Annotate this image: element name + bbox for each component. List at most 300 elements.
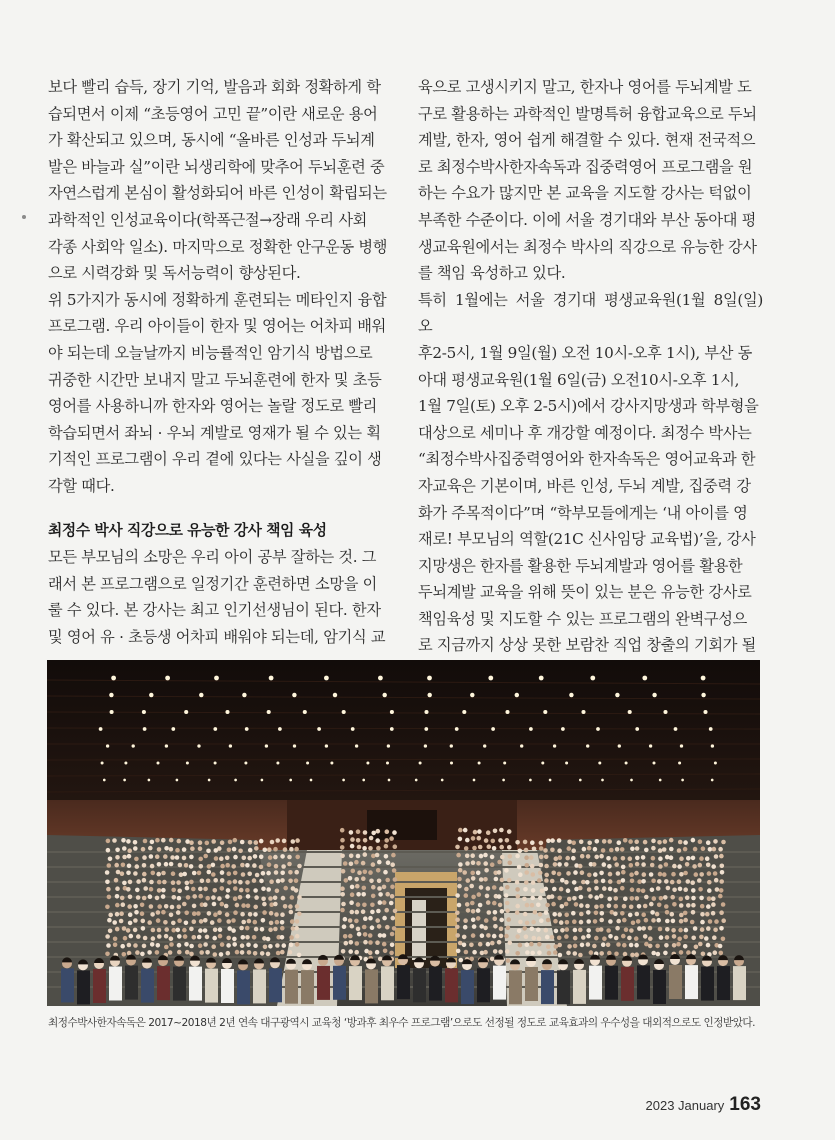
audience-member bbox=[220, 942, 225, 947]
audience-member bbox=[694, 945, 699, 950]
audience-member bbox=[198, 928, 203, 933]
audience-member bbox=[349, 940, 354, 945]
audience-member bbox=[479, 854, 484, 859]
audience-member bbox=[371, 854, 376, 859]
audience-member bbox=[162, 880, 167, 885]
audience-member bbox=[718, 944, 723, 949]
audience-member bbox=[540, 889, 545, 894]
audience-member bbox=[171, 888, 176, 893]
audience-member bbox=[641, 889, 646, 894]
audience-member bbox=[464, 887, 469, 892]
audience-member bbox=[677, 937, 682, 942]
audience-member bbox=[458, 837, 463, 842]
ceiling-light bbox=[663, 710, 667, 714]
audience-member bbox=[500, 909, 505, 914]
front-row-person bbox=[589, 966, 602, 1000]
audience-member bbox=[579, 895, 584, 900]
audience-member bbox=[232, 847, 237, 852]
audience-member bbox=[189, 927, 194, 932]
text-line: 자연스럽게 본심이 활성화되어 바른 인성이 확립되는 bbox=[48, 184, 387, 203]
ceiling-light bbox=[596, 727, 600, 731]
audience-member bbox=[231, 918, 236, 923]
ceiling-light bbox=[143, 727, 147, 731]
audience-member bbox=[241, 903, 246, 908]
ceiling-light bbox=[325, 744, 328, 747]
audience-member bbox=[192, 894, 197, 899]
audience-member bbox=[143, 839, 148, 844]
audience-member bbox=[344, 941, 349, 946]
audience-member bbox=[274, 864, 279, 869]
audience-member bbox=[707, 871, 712, 876]
audience-member bbox=[253, 920, 258, 925]
front-row-person bbox=[77, 970, 90, 1004]
ceiling-light bbox=[581, 710, 585, 714]
text-line: 래서 본 프로그램으로 일정기간 훈련하면 소망을 이 bbox=[48, 574, 377, 593]
audience-member bbox=[566, 951, 571, 956]
audience-member bbox=[714, 878, 719, 883]
audience-member bbox=[376, 909, 381, 914]
audience-member bbox=[564, 913, 569, 918]
front-row-person bbox=[365, 969, 378, 1003]
audience-member bbox=[371, 831, 376, 836]
audience-member bbox=[455, 933, 460, 938]
audience-member bbox=[107, 918, 112, 923]
audience-member bbox=[607, 903, 612, 908]
audience-member bbox=[134, 910, 139, 915]
audience-member bbox=[283, 847, 288, 852]
text-line: 각종 사회악 일소). 마지막으로 정확한 안구운동 병행 bbox=[48, 237, 388, 256]
text-line: 각할 때다. bbox=[48, 476, 115, 495]
audience-member bbox=[701, 846, 706, 851]
audience-member bbox=[523, 840, 528, 845]
audience-member bbox=[594, 895, 599, 900]
audience-member bbox=[672, 902, 677, 907]
audience-member bbox=[714, 854, 719, 859]
audience-member bbox=[719, 854, 724, 859]
audience-member bbox=[690, 920, 695, 925]
audience-member bbox=[614, 936, 619, 941]
audience-member bbox=[594, 855, 599, 860]
audience-member bbox=[550, 894, 555, 899]
audience-member bbox=[245, 935, 250, 940]
audience-member bbox=[455, 911, 460, 916]
audience-member bbox=[176, 910, 181, 915]
audience-member bbox=[280, 920, 285, 925]
auditorium-photo-illustration bbox=[47, 660, 760, 1006]
audience-member bbox=[161, 894, 166, 899]
audience-member bbox=[368, 933, 373, 938]
audience-member bbox=[458, 868, 463, 873]
audience-member bbox=[587, 873, 592, 878]
audience-member bbox=[614, 952, 619, 957]
audience-member bbox=[126, 887, 131, 892]
audience-member bbox=[289, 847, 294, 852]
audience-member bbox=[699, 872, 704, 877]
audience-member bbox=[252, 935, 257, 940]
ceiling-light bbox=[225, 710, 229, 714]
audience-member bbox=[295, 855, 300, 860]
audience-member bbox=[382, 933, 387, 938]
text-line: 룰 수 있다. 본 강사는 최고 인기선생님이 된다. 한자 bbox=[48, 601, 381, 620]
audience-member bbox=[261, 887, 266, 892]
audience-member bbox=[712, 847, 717, 852]
audience-member bbox=[127, 904, 132, 909]
audience-member bbox=[171, 928, 176, 933]
audience-member bbox=[648, 944, 653, 949]
audience-member bbox=[606, 943, 611, 948]
audience-member bbox=[706, 863, 711, 868]
audience-member bbox=[544, 887, 549, 892]
ceiling-light bbox=[101, 762, 104, 765]
audience-member bbox=[266, 871, 271, 876]
ceiling-light bbox=[110, 710, 114, 714]
audience-member bbox=[711, 896, 716, 901]
audience-member bbox=[594, 886, 599, 891]
audience-member bbox=[492, 846, 497, 851]
audience-member bbox=[113, 937, 118, 942]
audience-member bbox=[544, 864, 549, 869]
audience-member bbox=[463, 925, 468, 930]
ceiling-light bbox=[505, 710, 509, 714]
audience-member bbox=[378, 900, 383, 905]
audience-member bbox=[177, 950, 182, 955]
ceiling-light bbox=[388, 779, 391, 782]
audience-member bbox=[184, 911, 189, 916]
audience-member bbox=[636, 888, 641, 893]
audience-member bbox=[115, 855, 120, 860]
audience-member bbox=[497, 860, 502, 865]
text-line: 야 되는데 오늘날까지 비능률적인 암기식 방법으로 bbox=[48, 343, 373, 362]
audience-member bbox=[275, 943, 280, 948]
audience-member bbox=[175, 848, 180, 853]
front-row-person bbox=[141, 969, 154, 1003]
audience-member bbox=[677, 879, 682, 884]
audience-member bbox=[601, 879, 606, 884]
audience-member bbox=[471, 895, 476, 900]
audience-member bbox=[683, 847, 688, 852]
audience-member bbox=[199, 864, 204, 869]
audience-member bbox=[552, 912, 557, 917]
audience-member bbox=[635, 846, 640, 851]
ceiling-light bbox=[106, 744, 109, 747]
text-line: 가 확산되고 있으며, 동시에 “올바른 인성과 두뇌계 bbox=[48, 131, 375, 150]
audience-member bbox=[486, 942, 491, 947]
audience-member bbox=[270, 840, 275, 845]
audience-member bbox=[546, 918, 551, 923]
audience-member bbox=[227, 871, 232, 876]
audience-member bbox=[275, 838, 280, 843]
audience-member bbox=[507, 829, 512, 834]
audience-member bbox=[595, 839, 600, 844]
ceiling-light bbox=[157, 762, 160, 765]
ceiling-light bbox=[424, 710, 428, 714]
ceiling-light bbox=[351, 727, 355, 731]
front-row-person bbox=[381, 966, 394, 1000]
audience-member bbox=[247, 856, 252, 861]
audience-member bbox=[573, 936, 578, 941]
audience-member bbox=[606, 856, 611, 861]
audience-member bbox=[630, 896, 635, 901]
audience-member bbox=[670, 912, 675, 917]
audience-member bbox=[524, 870, 529, 875]
audience-member bbox=[515, 904, 520, 909]
ceiling-light bbox=[488, 676, 493, 681]
audience-member bbox=[368, 940, 373, 945]
ceiling-light bbox=[165, 676, 170, 681]
audience-member bbox=[463, 828, 468, 833]
audience-member bbox=[393, 844, 398, 849]
audience-member bbox=[192, 871, 197, 876]
audience-member bbox=[525, 950, 530, 955]
audience-member bbox=[245, 880, 250, 885]
audience-member bbox=[470, 901, 475, 906]
ceiling-light bbox=[529, 779, 532, 782]
text-line: 후2-5시, 1월 9일(월) 오전 10시-오후 1시), 부산 동 bbox=[418, 343, 753, 362]
audience-member bbox=[525, 921, 530, 926]
audience-member bbox=[464, 893, 469, 898]
audience-member bbox=[150, 864, 155, 869]
audience-member bbox=[199, 950, 204, 955]
audience-member bbox=[706, 904, 711, 909]
audience-member bbox=[289, 943, 294, 948]
ceiling-light bbox=[569, 693, 573, 697]
audience-member bbox=[262, 902, 267, 907]
audience-member bbox=[289, 935, 294, 940]
audience-member bbox=[156, 910, 161, 915]
audience-member bbox=[656, 952, 661, 957]
audience-member bbox=[177, 839, 182, 844]
audience-member bbox=[679, 950, 684, 955]
audience-member bbox=[522, 897, 527, 902]
ceiling-light bbox=[586, 744, 589, 747]
audience-member bbox=[156, 943, 161, 948]
audience-member bbox=[635, 912, 640, 917]
audience-member bbox=[384, 908, 389, 913]
audience-member bbox=[539, 863, 544, 868]
audience-member bbox=[369, 836, 374, 841]
audience-member bbox=[571, 841, 576, 846]
audience-member bbox=[217, 918, 222, 923]
audience-member bbox=[192, 919, 197, 924]
audience-member bbox=[651, 846, 656, 851]
audience-member bbox=[498, 950, 503, 955]
audience-member bbox=[112, 920, 117, 925]
audience-member bbox=[122, 881, 127, 886]
audience-member bbox=[354, 950, 359, 955]
audience-member bbox=[392, 830, 397, 835]
text-line: 1월 7일(토) 오후 2-5시)에서 강사지망생과 학부형을 bbox=[418, 397, 759, 416]
audience-member bbox=[599, 854, 604, 859]
audience-member bbox=[340, 845, 345, 850]
text-line: 위 5가지가 동시에 정확하게 훈련되는 메타인지 융합 bbox=[48, 290, 387, 309]
audience-member bbox=[620, 886, 625, 891]
audience-member bbox=[531, 880, 536, 885]
audience-member bbox=[203, 928, 208, 933]
audience-member bbox=[711, 864, 716, 869]
audience-member bbox=[393, 877, 398, 882]
audience-member bbox=[608, 919, 613, 924]
audience-member bbox=[483, 926, 488, 931]
text-line: 프로그램. 우리 아이들이 한자 및 영어는 어차피 배워 bbox=[48, 317, 387, 336]
audience-member bbox=[192, 911, 197, 916]
audience-member bbox=[267, 847, 272, 852]
audience-member bbox=[620, 847, 625, 852]
audience-member bbox=[657, 903, 662, 908]
ceiling-light bbox=[333, 693, 337, 697]
audience-member bbox=[350, 844, 355, 849]
audience-member bbox=[487, 844, 492, 849]
audience-member bbox=[378, 957, 383, 962]
audience-member bbox=[713, 871, 718, 876]
audience-member bbox=[557, 936, 562, 941]
audience-member bbox=[477, 829, 482, 834]
text-line: 기적인 프로그램이 우리 곁에 있다는 사실을 깊이 생 bbox=[48, 450, 382, 469]
text-line: 및 영어 유 · 초등생 어차피 배워야 되는데, 암기식 교 bbox=[48, 627, 386, 646]
ceiling-light bbox=[678, 762, 681, 765]
audience-member bbox=[662, 847, 667, 852]
audience-member bbox=[665, 935, 670, 940]
audience-member bbox=[126, 928, 131, 933]
audience-member bbox=[288, 870, 293, 875]
audience-member bbox=[127, 943, 132, 948]
audience-member bbox=[506, 917, 511, 922]
audience-member bbox=[607, 897, 612, 902]
audience-member bbox=[679, 856, 684, 861]
ceiling-light bbox=[601, 779, 604, 782]
ceiling-light bbox=[625, 762, 628, 765]
audience-member bbox=[225, 894, 230, 899]
ceiling-light bbox=[652, 693, 656, 697]
audience-member bbox=[708, 847, 713, 852]
audience-member bbox=[459, 958, 464, 963]
audience-member bbox=[456, 949, 461, 954]
audience-member bbox=[476, 861, 481, 866]
ceiling-light bbox=[529, 727, 533, 731]
audience-member bbox=[505, 885, 510, 890]
audience-member bbox=[518, 872, 523, 877]
audience-member bbox=[476, 871, 481, 876]
audience-member bbox=[499, 934, 504, 939]
audience-member bbox=[108, 913, 113, 918]
audience-member bbox=[128, 895, 133, 900]
audience-member bbox=[171, 921, 176, 926]
audience-member bbox=[288, 904, 293, 909]
audience-member bbox=[705, 856, 710, 861]
audience-member bbox=[594, 911, 599, 916]
audience-member bbox=[186, 895, 191, 900]
audience-member bbox=[200, 879, 205, 884]
audience-member bbox=[538, 912, 543, 917]
audience-member bbox=[672, 888, 677, 893]
front-row-person bbox=[653, 970, 666, 1004]
audience-member bbox=[245, 888, 250, 893]
audience-member bbox=[543, 848, 548, 853]
audience-member bbox=[370, 910, 375, 915]
text-line: 두뇌계발 교육을 위해 뜻이 있는 분은 유능한 강사로 bbox=[418, 583, 752, 602]
audience-member bbox=[269, 921, 274, 926]
audience-member bbox=[550, 879, 555, 884]
audience-member bbox=[573, 944, 578, 949]
audience-member bbox=[601, 848, 606, 853]
text-line: 보다 빨리 습득, 장기 기억, 발음과 회화 정확하게 학 bbox=[48, 78, 381, 96]
audience-member bbox=[189, 855, 194, 860]
ceiling-light bbox=[653, 762, 656, 765]
audience-member bbox=[254, 846, 259, 851]
audience-member bbox=[608, 887, 613, 892]
audience-member bbox=[297, 895, 302, 900]
audience-member bbox=[546, 839, 551, 844]
audience-member bbox=[581, 880, 586, 885]
audience-member bbox=[515, 910, 520, 915]
audience-member bbox=[705, 912, 710, 917]
audience-member bbox=[469, 884, 474, 889]
audience-member bbox=[114, 863, 119, 868]
audience-member bbox=[515, 840, 520, 845]
audience-member bbox=[557, 838, 562, 843]
audience-member bbox=[106, 839, 111, 844]
text-line: 재로! 부모님의 역할(21C 신사임당 교육법)’을, 강사 bbox=[418, 530, 756, 549]
audience-member bbox=[363, 870, 368, 875]
ceiling-light bbox=[539, 676, 544, 681]
audience-member bbox=[649, 902, 654, 907]
audience-member bbox=[220, 902, 225, 907]
audience-member bbox=[624, 927, 629, 932]
audience-member bbox=[594, 879, 599, 884]
audience-member bbox=[164, 927, 169, 932]
audience-member bbox=[457, 903, 462, 908]
audience-member bbox=[470, 853, 475, 858]
audience-member bbox=[608, 934, 613, 939]
audience-member bbox=[142, 863, 147, 868]
audience-member bbox=[462, 870, 467, 875]
audience-member bbox=[341, 869, 346, 874]
audience-member bbox=[268, 944, 273, 949]
ceiling-light bbox=[208, 779, 211, 782]
audience-member bbox=[240, 950, 245, 955]
audience-member bbox=[392, 926, 397, 931]
audience-member bbox=[115, 894, 120, 899]
ceiling-light bbox=[390, 727, 394, 731]
audience-member bbox=[290, 895, 295, 900]
audience-member bbox=[530, 951, 535, 956]
audience-member bbox=[232, 942, 237, 947]
audience-member bbox=[531, 888, 536, 893]
audience-member bbox=[465, 902, 470, 907]
audience-member bbox=[544, 873, 549, 878]
audience-member bbox=[375, 853, 380, 858]
audience-member bbox=[530, 864, 535, 869]
audience-member bbox=[295, 942, 300, 947]
audience-member bbox=[499, 886, 504, 891]
audience-member bbox=[220, 878, 225, 883]
audience-member bbox=[539, 918, 544, 923]
audience-member bbox=[536, 903, 541, 908]
audience-member bbox=[537, 936, 542, 941]
audience-member bbox=[294, 847, 299, 852]
text-line: 학습되면서 좌뇌 · 우뇌 계발로 영재가 될 수 있는 획 bbox=[48, 423, 381, 442]
audience-member bbox=[248, 848, 253, 853]
text-line: “최정수박사집중력영어와 한자속독은 영어교육과 한 bbox=[418, 450, 756, 469]
audience-member bbox=[108, 929, 113, 934]
front-row-person bbox=[349, 966, 362, 1000]
audience-member bbox=[622, 918, 627, 923]
text-line: 육으로 고생시키지 말고, 한자나 영어를 두뇌계발 도 bbox=[418, 78, 752, 96]
audience-member bbox=[348, 949, 353, 954]
audience-member bbox=[210, 920, 215, 925]
audience-member bbox=[557, 896, 562, 901]
audience-member bbox=[228, 840, 233, 845]
audience-member bbox=[593, 919, 598, 924]
